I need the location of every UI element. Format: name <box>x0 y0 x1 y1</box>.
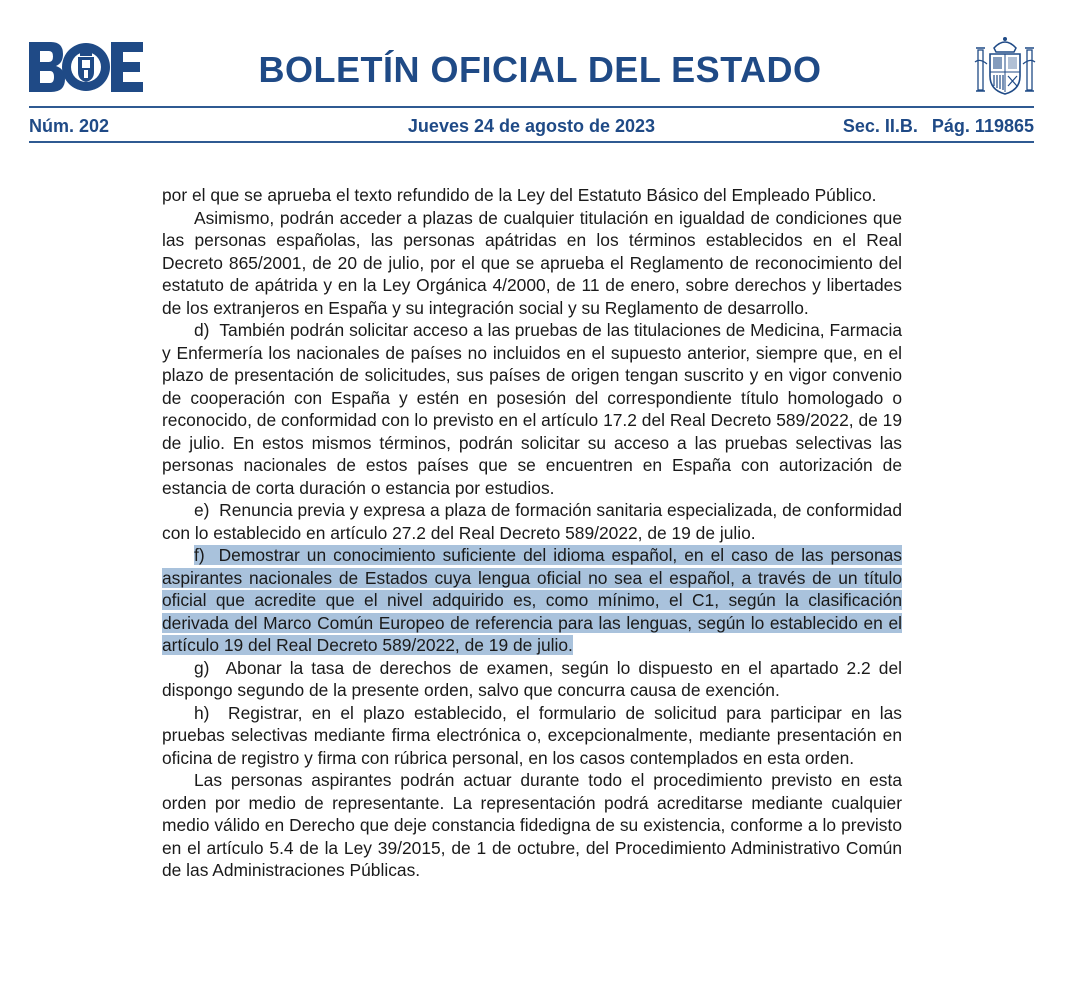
paragraph: Asimismo, podrán acceder a plazas de cualquier titulación en igualdad de condiciones que las personas españolas, las personas apátridas en los términos establecidos en el Real Decreto 865/2001, de 20 de julio, por el que se aprueba el Reglamento de reconocimiento del estatuto de apátrida y en la Ley Orgánica 4/2000, de 11 de enero, sobre derechos y libertades de los extranjeros en España y su integración social y su Reglamento de desarrollo. <box>162 207 902 318</box>
paragraph-item-d: d) También podrán solicitar acceso a las pruebas de las titulaciones de Medicina, Farmacia y Enfermería los nacionales de países no incluidos en el supuesto anterior, siempre que, en el plazo de presentación de solicitudes, sus países de origen tengan suscrito y en vigor convenio de cooperación con España y estén en posesión del correspondiente título homologado o reconocido, de conformidad con lo previsto en el artículo 17.2 del Real Decreto 589/2022, de 19 de julio. En estos mismos términos, podrán solicitar su acceso a las pruebas selectivas las personas nacionales de estos países que se encuentren en España con autorización de estancia de corta duración o estancia por estudios. <box>162 320 902 498</box>
paragraph: por el que se aprueba el texto refundido de la Ley del Estatuto Básico del Empleado Público. <box>162 185 877 205</box>
paragraph-item-h: h) Registrar, en el plazo establecido, el formulario de solicitud para participar en las pruebas selectivas mediante firma electrónica o, excepcionalmente, mediante presentación en oficina de registro y firma con rúbrica personal, en los casos contemplados en esta orden. <box>162 702 902 768</box>
paragraph-item-g: g) Abonar la tasa de derechos de examen, según lo dispuesto en el apartado 2.2 del dispongo segundo de la presente orden, salvo que concurra causa de exención. <box>162 657 902 700</box>
header-meta <box>29 114 1034 138</box>
coat-of-arms-icon <box>974 34 1036 98</box>
page-header <box>0 0 1080 150</box>
selected-text-highlight[interactable]: f) Demostrar un conocimiento suficiente del idioma español, en el caso de las personas aspirantes nacionales de Estados cuya lengua oficial no sea el español, a través de un título oficial que acredite que el nivel adquirido es, como mínimo, el C1, según la clasificación derivada del Marco Común Europeo de referencia para las lenguas, según lo establecido en el artículo 19 del Real Decreto 589/2022, de 19 de julio. <box>162 545 902 655</box>
paragraph-item-f-selected[interactable] <box>162 544 902 657</box>
paragraph-item-e: e) Renuncia previa y expresa a plaza de formación sanitaria especializada, de conformidad con lo establecido en artículo 27.2 del Real Decreto 589/2022, de 19 de julio. <box>162 500 902 543</box>
issue-number: Núm. 202 <box>29 116 110 136</box>
paragraph: Las personas aspirantes podrán actuar durante todo el procedimiento previsto en esta orden por medio de representante. La representación podrá acreditarse mediante cualquier medio válido en Derecho que deje constancia fidedigna de su existencia, conforme a lo previsto en el artículo 5.4 de la Ley 39/2015, de 1 de octubre, del Procedimiento Administrativo Común de las Administraciones Públicas. <box>162 770 902 880</box>
section-label: Sec. II.B. <box>842 116 918 136</box>
header-divider-top <box>29 106 1034 108</box>
publication-date: Jueves 24 de agosto de 2023 <box>407 116 656 136</box>
boe-logo <box>29 42 143 92</box>
section-page <box>843 114 1034 138</box>
document-body <box>162 184 902 882</box>
header-divider-bottom <box>29 141 1034 143</box>
page-number: Pág. 119865 <box>931 116 1034 136</box>
publication-title: BOLETÍN OFICIAL DEL ESTADO <box>258 49 822 90</box>
